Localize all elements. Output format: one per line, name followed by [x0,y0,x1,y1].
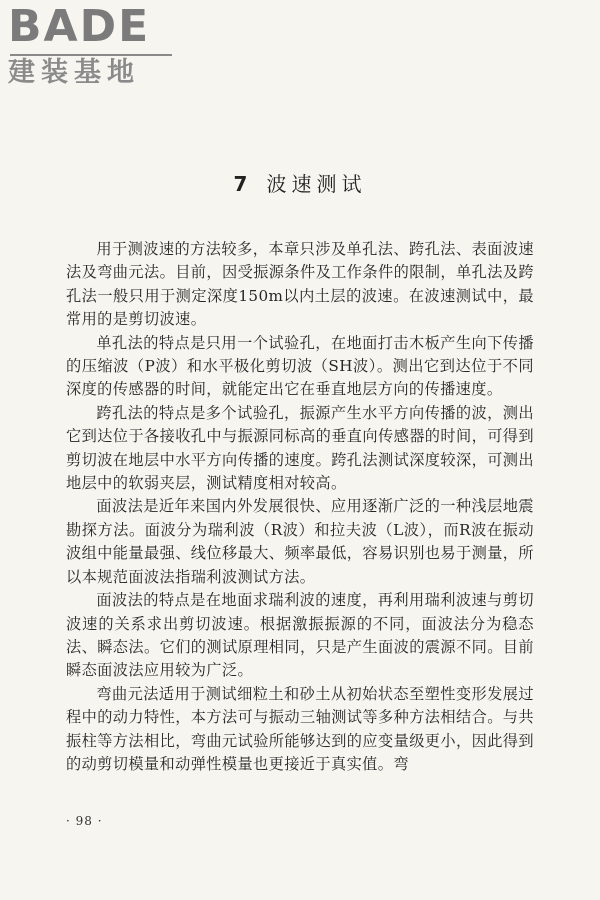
paragraph-5: 面波法的特点是在地面求瑞利波的速度，再利用瑞利波速与剪切波速的关系求出剪切波速。根据激振振源的不同，面波法分为稳态法、瞬态法。它们的测试原理相同，只是产生面波的震源不同。目前瞬态面波法应用较为广泛。 [66,591,534,680]
logo-chinese-name: 建装基地 [8,57,140,88]
chapter-number: 7 [233,172,253,196]
paragraph-3: 跨孔法的特点是多个试验孔，振源产生水平方向传播的波，测出它到达位于各接收孔中与振源同标高的垂直向传感器的时间，可得到剪切波在地层中水平方向传播的速度。跨孔法测试深度较深，可测出地层中的软弱夹层，测试精度相对较高。 [66,403,534,493]
chapter-title-text: 波速测试 [266,172,367,196]
publisher-logo [8,1,178,88]
chapter-heading [0,168,600,197]
paragraph-4: 面波法是近年来国内外发展很快、应用逐渐广泛的一种浅层地震勘探方法。面波分为瑞利波（R波）和拉夫波（L波），而R波在振动波组中能量最强、线位移最大、频率最低，容易识别也易于测量，所以本规范面波法指瑞利波测试方法。 [66,497,534,586]
body-text [66,238,534,776]
paragraph-6: 弯曲元法适用于测试细粒土和砂土从初始状态至塑性变形发展过程中的动力特性，本方法可与振动三轴测试等多种方法相结合。与共振柱等方法相比，弯曲元试验所能够达到的应变量级更小，因此得到的动剪切模量和动弹性模量也更接近于真实值。弯 [66,684,534,773]
paragraph-1: 用于测波速的方法较多，本章只涉及单孔法、跨孔法、表面波速法及弯曲元法。目前，因受振源条件及工作条件的限制，单孔法及跨孔法一般只用于测定深度150m以内土层的波速。在波速测试中，最常用的是剪切波速。 [66,240,534,329]
page-number: · 98 · [66,814,103,828]
logo-wordmark: BADE [8,1,151,52]
logo-divider [10,54,172,56]
paragraph-2: 单孔法的特点是只用一个试验孔，在地面打击木板产生向下传播的压缩波（P波）和水平极化剪切波（SH波）。测出它到达位于不同深度的传感器的时间，就能定出它在垂直地层方向的传播速度。 [66,333,534,399]
